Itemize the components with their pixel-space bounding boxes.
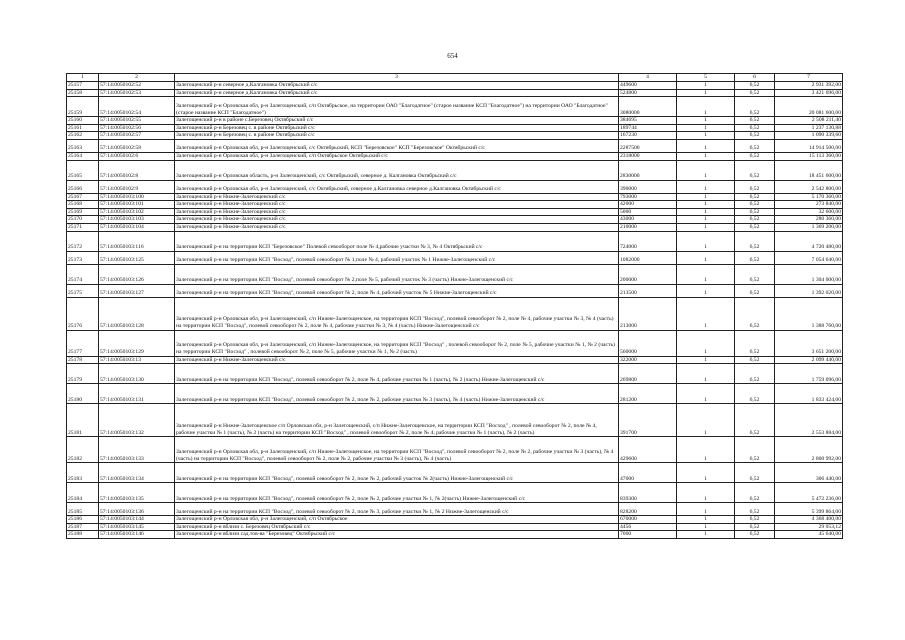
header-row <box>67 74 843 82</box>
rate: 6,52 <box>735 89 775 97</box>
cadastral-value: 280 360,00 <box>775 216 843 224</box>
rate: 6,52 <box>735 330 775 356</box>
quantity: 1 <box>677 139 735 152</box>
column-header: 1 <box>67 74 99 82</box>
cadastral-value: 1 388 760,00 <box>775 297 843 330</box>
area: 793000 <box>619 193 677 201</box>
row-number: 25157 <box>67 82 99 90</box>
table-row <box>67 201 843 209</box>
table-row <box>67 82 843 90</box>
quantity: 1 <box>677 124 735 132</box>
cadastral-number: 57:14:0050103:144 <box>99 516 175 524</box>
table-row <box>67 124 843 132</box>
quantity: 1 <box>677 437 735 463</box>
cadastral-number: 57:14:0050103:13 <box>99 356 175 364</box>
area: 189744 <box>619 124 677 132</box>
quantity: 1 <box>677 330 735 356</box>
row-number: 25180 <box>67 384 99 404</box>
area: 560000 <box>619 330 677 356</box>
row-number: 25159 <box>67 97 99 117</box>
quantity: 1 <box>677 503 735 516</box>
row-number: 25170 <box>67 216 99 224</box>
quantity: 1 <box>677 364 735 384</box>
rate: 6,52 <box>735 264 775 284</box>
row-number: 25188 <box>67 531 99 539</box>
location-description: Залегощенский р-н Орловская обл, р-н Залегощенский, с/с Октябрьский, КСП "Березовское" КСП "Березовское" Октябрьский с/с <box>175 139 619 152</box>
cadastral-value: 20 081 600,00 <box>775 97 843 117</box>
location-description: Залегощенский р-н на территории КСП "Восход", полевой севооборот № 2, поле № 4, рабочие участки № 1 (часть), № 2 (часть) Нижне-Залегощенский с/с <box>175 364 619 384</box>
quantity: 1 <box>677 523 735 531</box>
cadastral-number: 57:14:0050103:146 <box>99 531 175 539</box>
quantity: 1 <box>677 216 735 224</box>
rate: 6,52 <box>735 356 775 364</box>
quantity: 1 <box>677 384 735 404</box>
table-row <box>67 216 843 224</box>
row-number: 25186 <box>67 516 99 524</box>
rate: 6,52 <box>735 139 775 152</box>
table-row <box>67 523 843 531</box>
quantity: 1 <box>677 180 735 193</box>
rate: 6,52 <box>735 231 775 251</box>
table-row <box>67 152 843 160</box>
table-row <box>67 404 843 437</box>
quantity: 1 <box>677 251 735 264</box>
rate: 6,52 <box>735 132 775 140</box>
row-number: 25184 <box>67 483 99 503</box>
row-number: 25185 <box>67 503 99 516</box>
table-row <box>67 264 843 284</box>
rate: 6,52 <box>735 404 775 437</box>
rate: 6,52 <box>735 124 775 132</box>
cadastral-value: 14 914 500,00 <box>775 139 843 152</box>
rate: 6,52 <box>735 523 775 531</box>
cadastral-number: 57:14:0050103:135 <box>99 483 175 503</box>
cadastral-value: 45 640,00 <box>775 531 843 539</box>
cadastral-number: 57:14:0050102:56 <box>99 124 175 132</box>
cadastral-value: 4 720 480,00 <box>775 231 843 251</box>
area: 384695 <box>619 117 677 125</box>
location-description: Залегощенский р-н Нижне-Залегощенский с/с <box>175 216 619 224</box>
location-description: Залегощенский р-н на территории КСП "Восход", полевой севооборот № 2, поле № 2, рабочие участки № 3 (часть), № 4 (часть) Нижне-Залегощенский с/с <box>175 384 619 404</box>
quantity: 1 <box>677 97 735 117</box>
area: 2287500 <box>619 139 677 152</box>
cadastral-number: 57:14:0050103:102 <box>99 208 175 216</box>
area: 42000 <box>619 201 677 209</box>
rate: 6,52 <box>735 160 775 180</box>
row-number: 25158 <box>67 89 99 97</box>
quantity: 1 <box>677 160 735 180</box>
location-description: Залегощенский р-н вблизи с. Березовец Октябрьский с/с <box>175 523 619 531</box>
quantity: 1 <box>677 516 735 524</box>
cadastral-number: 57:14:0050103:134 <box>99 463 175 483</box>
cadastral-value: 2 553 884,00 <box>775 404 843 437</box>
row-number: 25181 <box>67 404 99 437</box>
area: 524800 <box>619 89 677 97</box>
table-row <box>67 208 843 216</box>
area: 3080000 <box>619 97 677 117</box>
row-number: 25172 <box>67 231 99 251</box>
rate: 6,52 <box>735 117 775 125</box>
row-number: 25167 <box>67 193 99 201</box>
cadastral-value: 5 399 864,00 <box>775 503 843 516</box>
cadastral-number: 57:14:0050103:100 <box>99 193 175 201</box>
table-row <box>67 132 843 140</box>
area: 390000 <box>619 180 677 193</box>
cadastral-value: 2 542 800,00 <box>775 180 843 193</box>
cadastral-value: 32 600,00 <box>775 208 843 216</box>
cadastral-value: 4 368 400,00 <box>775 516 843 524</box>
cadastral-value: 5 472 236,00 <box>775 483 843 503</box>
row-number: 25169 <box>67 208 99 216</box>
cadastral-number: 57:14:0050103:132 <box>99 404 175 437</box>
column-header: 7 <box>775 74 843 82</box>
row-number: 25175 <box>67 284 99 297</box>
cadastral-value: 306 440,00 <box>775 463 843 483</box>
area: 322000 <box>619 356 677 364</box>
cadastral-value: 5 170 360,00 <box>775 193 843 201</box>
location-description: Залегощенский р-н на территории КСП "Березовское" Полевой севооборот поле № 4,рабочие участки № 3, № 4 Октябрьский с/с <box>175 231 619 251</box>
location-description: Залегощенский р-н на территории КСП "Восход", полевой севооборот № 2, поле № 2, рабочие участки № 1, № 2(часть) Нижне-Залегощенский с/с <box>175 483 619 503</box>
cadastral-value: 2 931 392,00 <box>775 82 843 90</box>
area: 1082000 <box>619 251 677 264</box>
location-description: Залегощенский р-н Орловская обл, р-н Залегощенский, с/п Октябрьское Октябрьский с/с <box>175 152 619 160</box>
cadastral-number: 57:14:0050102:8 <box>99 160 175 180</box>
location-description: Залегощенский р-н вблизи сад.тов-ва "Березовец" Октябрьский с/с <box>175 531 619 539</box>
quantity: 1 <box>677 297 735 330</box>
row-number: 25177 <box>67 330 99 356</box>
rate: 6,52 <box>735 284 775 297</box>
column-header: 5 <box>677 74 735 82</box>
rate: 6,52 <box>735 216 775 224</box>
location-description: Залегощенский р-н Орловская обл, р-н Залегощенский, с/с Октябрьский, северное д.Калгановка северное д.Калгановка Октябрьский с/с <box>175 180 619 193</box>
quantity: 1 <box>677 284 735 297</box>
rate: 6,52 <box>735 82 775 90</box>
table-row <box>67 483 843 503</box>
table-row <box>67 89 843 97</box>
cadastral-number: 57:14:0050102:54 <box>99 97 175 117</box>
rate: 6,52 <box>735 297 775 330</box>
area: 4456 <box>619 523 677 531</box>
area: 391700 <box>619 404 677 437</box>
location-description: Залегощенский р-н Орловская обл, р-н Залегощенский, с/п Нижне-Залегощенское, на территории КСП "Восход", полевой севооборот № 2, поле № 2, рабочие участки № 3 (часть), № 4 (часть) на территории КСП "Восход", полевой севооборот № 2, поле № 2, рабочие участки № 3 (часть), № 4 (часть) <box>175 437 619 463</box>
table-body <box>67 82 843 539</box>
row-number: 25161 <box>67 124 99 132</box>
area: 167230 <box>619 132 677 140</box>
location-description: Залегощенский р-н Нижне-Залегощенский с/с <box>175 193 619 201</box>
cadastral-value: 29 053,12 <box>775 523 843 531</box>
row-number: 25173 <box>67 251 99 264</box>
location-description: Залегощенский р-н Березовец с. в районе Октябрьский с/с <box>175 132 619 140</box>
location-description: Залегощенский р-н Березовец с. в районе Октябрьский с/с <box>175 124 619 132</box>
location-description: Залегощенский р-н на территории КСП "Восход", полевой севооборот № 2, поле № 4, рабочий участок № 5 Нижне-Залегощенский с/с <box>175 284 619 297</box>
table-row <box>67 384 843 404</box>
location-description: Залегощенский р-н северное д.Калгановка Октябрьский с/с <box>175 89 619 97</box>
table-row <box>67 231 843 251</box>
cadastral-number: 57:14:0050102:57 <box>99 132 175 140</box>
location-description: Залегощенский р-н Нижне-Залегощенское с/п Орловская обл, р-н Залегощенский, с/п Нижне-Залегощенское, на территории КСП "Восход" , полевой севооборот № 2, поле № 4, рабочие участки № 1 (часть), № 2 (часть) на территории КСП "Восход" , полевой севооборот № 2, поле № 4, рабочие участки № 1 (часть), № 2 (часть) <box>175 404 619 437</box>
column-header: 4 <box>619 74 677 82</box>
quantity: 1 <box>677 89 735 97</box>
cadastral-number: 57:14:0050103:101 <box>99 201 175 209</box>
table-row <box>67 503 843 516</box>
cadastral-number: 57:14:0050103:129 <box>99 330 175 356</box>
location-description: Залегощенский р-н Орловская обл, р-н Залегощенский, с/п Нижне-Залегощенское, на территории КСП "Восход" , полевой севооборот № 2, поле № 5, рабочие участки № 1, № 2 (часть) на территории КСП "Восход" , полевой севооборот № 2, поле № 5, рабочие участки № 1, № 2 (часть) <box>175 330 619 356</box>
area: 670000 <box>619 516 677 524</box>
location-description: Залегощенский р-н на территории КСП "Восход", полевой севооборот № 2, поле № 3, рабочие участки № 1, № 2 Нижне-Залегощенский с/с <box>175 503 619 516</box>
rate: 6,52 <box>735 503 775 516</box>
table-row <box>67 284 843 297</box>
cadastral-number: 57:14:0050103:127 <box>99 284 175 297</box>
row-number: 25183 <box>67 463 99 483</box>
cadastral-value: 15 113 360,00 <box>775 152 843 160</box>
cadastral-number: 57:14:0050102:58 <box>99 139 175 152</box>
row-number: 25176 <box>67 297 99 330</box>
rate: 6,52 <box>735 251 775 264</box>
cadastral-value: 1 833 424,00 <box>775 384 843 404</box>
table-row <box>67 516 843 524</box>
area: 281200 <box>619 384 677 404</box>
table-row <box>67 437 843 463</box>
table-row <box>67 364 843 384</box>
cadastral-value: 3 421 696,00 <box>775 89 843 97</box>
area: 5000 <box>619 208 677 216</box>
location-description: Залегощенский р-н Орловская обл, р-н Залегощенский, с/п Октябрьское <box>175 516 619 524</box>
area: 213500 <box>619 284 677 297</box>
rate: 6,52 <box>735 193 775 201</box>
cadastral-number: 57:14:0050102:52 <box>99 82 175 90</box>
cadastral-value: 1 392 020,00 <box>775 284 843 297</box>
table-row <box>67 297 843 330</box>
row-number: 25168 <box>67 201 99 209</box>
location-description: Залегощенский р-н Нижне-Залегощенский с/с <box>175 356 619 364</box>
row-number: 25163 <box>67 139 99 152</box>
cadastral-number: 57:14:0050102:55 <box>99 117 175 125</box>
location-description: Залегощенский р-н в районе с.Березовец Октябрьский с/с <box>175 117 619 125</box>
table-row <box>67 251 843 264</box>
rate: 6,52 <box>735 152 775 160</box>
area: 839300 <box>619 483 677 503</box>
cadastral-value: 2 800 992,00 <box>775 437 843 463</box>
column-header: 6 <box>735 74 775 82</box>
row-number: 25182 <box>67 437 99 463</box>
quantity: 1 <box>677 208 735 216</box>
area: 43000 <box>619 216 677 224</box>
area: 7000 <box>619 531 677 539</box>
rate: 6,52 <box>735 201 775 209</box>
row-number: 25166 <box>67 180 99 193</box>
cadastral-number: 57:14:0050103:130 <box>99 364 175 384</box>
area: 269800 <box>619 364 677 384</box>
table-row <box>67 193 843 201</box>
table-row <box>67 180 843 193</box>
cadastral-number: 57:14:0050103:136 <box>99 503 175 516</box>
column-header: 2 <box>99 74 175 82</box>
table-row <box>67 356 843 364</box>
rate: 6,52 <box>735 516 775 524</box>
rate: 6,52 <box>735 384 775 404</box>
cadastral-value: 7 054 640,00 <box>775 251 843 264</box>
quantity: 1 <box>677 404 735 437</box>
quantity: 1 <box>677 356 735 364</box>
cadastral-number: 57:14:0050102:6 <box>99 152 175 160</box>
location-description: Залегощенский р-н на территории КСП "Восход", полевой севооборот № 2, поле № 2, рабочий участок № 2(часть) Нижне-Залегощенский с/с <box>175 463 619 483</box>
cadastral-number: 57:14:0050103:104 <box>99 223 175 231</box>
cadastral-number: 57:14:0050103:145 <box>99 523 175 531</box>
cadastral-number: 57:14:0050103:116 <box>99 231 175 251</box>
location-description: Залегощенский р-н Нижне-Залегощенский с/с <box>175 208 619 216</box>
rate: 6,52 <box>735 223 775 231</box>
cadastral-value: 1 304 000,00 <box>775 264 843 284</box>
location-description: Залегощенский р-н Орловская обл, р-н Залегощенский, с/п Октябрьское, на территории ОАО "Благодатное" (старое название КСП "Благодатное") на территории ОАО "Благодатное" (старое название КСП "Благодатное") <box>175 97 619 117</box>
table-row <box>67 223 843 231</box>
quantity: 1 <box>677 531 735 539</box>
row-number: 25187 <box>67 523 99 531</box>
cadastral-number: 57:14:0050103:125 <box>99 251 175 264</box>
area: 47000 <box>619 463 677 483</box>
rate: 6,52 <box>735 437 775 463</box>
quantity: 1 <box>677 463 735 483</box>
row-number: 25174 <box>67 264 99 284</box>
cadastral-value: 273 840,00 <box>775 201 843 209</box>
quantity: 1 <box>677 231 735 251</box>
rate: 6,52 <box>735 180 775 193</box>
quantity: 1 <box>677 201 735 209</box>
table-row <box>67 330 843 356</box>
row-number: 25171 <box>67 223 99 231</box>
area: 2830000 <box>619 160 677 180</box>
cadastral-number: 57:14:0050103:103 <box>99 216 175 224</box>
row-number: 25179 <box>67 364 99 384</box>
quantity: 1 <box>677 483 735 503</box>
cadastral-number: 57:14:0050103:126 <box>99 264 175 284</box>
table-row <box>67 139 843 152</box>
area: 210000 <box>619 223 677 231</box>
cadastral-value: 1 759 096,00 <box>775 364 843 384</box>
rate: 6,52 <box>735 97 775 117</box>
quantity: 1 <box>677 152 735 160</box>
row-number: 25165 <box>67 160 99 180</box>
row-number: 25162 <box>67 132 99 140</box>
quantity: 1 <box>677 117 735 125</box>
cadastral-value: 1 090 339,60 <box>775 132 843 140</box>
rate: 6,52 <box>735 483 775 503</box>
area: 724000 <box>619 231 677 251</box>
land-register-table <box>66 73 843 539</box>
cadastral-number: 57:14:0050103:131 <box>99 384 175 404</box>
cadastral-value: 3 651 200,00 <box>775 330 843 356</box>
location-description: Залегощенский р-н на территории КСП "Восход", полевой севооборот № 1,поле № 4, рабочий участок № 1 Нижне-Залегощенский с/с <box>175 251 619 264</box>
cadastral-number: 57:14:0050102:53 <box>99 89 175 97</box>
cadastral-value: 1 237 130,88 <box>775 124 843 132</box>
cadastral-value: 1 369 200,00 <box>775 223 843 231</box>
cadastral-value: 2 099 440,00 <box>775 356 843 364</box>
area: 200000 <box>619 264 677 284</box>
location-description: Залегощенский р-н Орловская обл, р-н Залегощенский, с/п Нижне-Залегощенское, на территории КСП "Восход", полевой севооборот № 2, поле № 4, рабочие участки № 3, № 4 (часть) на территории КСП "Восход", полевой севооборот № 2, поле № 4, рабочие участки № 3, № 4 (часть) Нижне-Залегощенский с/с <box>175 297 619 330</box>
area: 2318000 <box>619 152 677 160</box>
page-number: 654 <box>447 52 458 60</box>
location-description: Залегощенский р-н Орловская область, р-н Залегощенский, с/с Октябрьский, северное д. Калгановка Октябрьский с/с <box>175 160 619 180</box>
cadastral-number: 57:14:0050102:9 <box>99 180 175 193</box>
quantity: 1 <box>677 132 735 140</box>
table-row <box>67 463 843 483</box>
table-row <box>67 117 843 125</box>
area: 429600 <box>619 437 677 463</box>
row-number: 25178 <box>67 356 99 364</box>
area: 449600 <box>619 82 677 90</box>
area: 828200 <box>619 503 677 516</box>
cadastral-number: 57:14:0050103:133 <box>99 437 175 463</box>
cadastral-number: 57:14:0050103:128 <box>99 297 175 330</box>
rate: 6,52 <box>735 364 775 384</box>
row-number: 25160 <box>67 117 99 125</box>
table-row <box>67 97 843 117</box>
rate: 6,52 <box>735 531 775 539</box>
area: 213000 <box>619 297 677 330</box>
table-row <box>67 531 843 539</box>
quantity: 1 <box>677 82 735 90</box>
location-description: Залегощенский р-н Нижне-Залегощенский с/с <box>175 201 619 209</box>
rate: 6,52 <box>735 208 775 216</box>
location-description: Залегощенский р-н на территории КСП "Восход", полевой севооборот № 2,поле № 5, рабочий участок № 3 (часть) Нижне-Залегощенский с/с <box>175 264 619 284</box>
cadastral-value: 18 451 600,00 <box>775 160 843 180</box>
cadastral-value: 2 508 211,40 <box>775 117 843 125</box>
row-number: 25164 <box>67 152 99 160</box>
location-description: Залегощенский р-н северное д.Калгановка Октябрьский с/с <box>175 82 619 90</box>
location-description: Залегощенский р-н Нижне-Залегощенский с/с <box>175 223 619 231</box>
quantity: 1 <box>677 264 735 284</box>
rate: 6,52 <box>735 463 775 483</box>
column-header: 3 <box>175 74 619 82</box>
quantity: 1 <box>677 193 735 201</box>
quantity: 1 <box>677 223 735 231</box>
table-row <box>67 160 843 180</box>
